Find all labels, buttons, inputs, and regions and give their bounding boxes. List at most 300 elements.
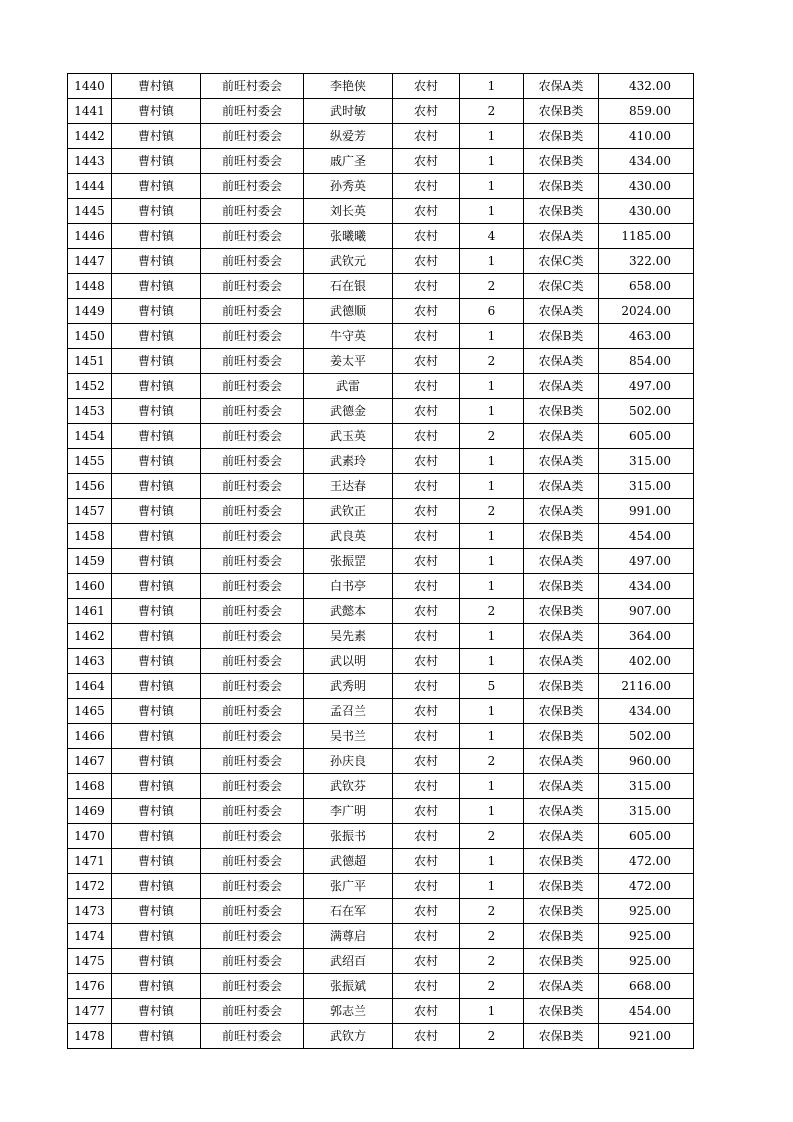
cell-village-committee: 前旺村委会 [201,199,304,224]
cell-town: 曹村镇 [112,774,201,799]
cell-household-count: 1 [460,724,524,749]
cell-town: 曹村镇 [112,724,201,749]
cell-amount: 502.00 [599,724,694,749]
cell-insurance-category: 农保B类 [524,524,599,549]
cell-household-count: 1 [460,449,524,474]
cell-person-name: 张振斌 [304,974,393,999]
cell-person-name: 武绍百 [304,949,393,974]
table-row [68,599,694,624]
cell-insurance-category: 农保A类 [524,824,599,849]
cell-row-number: 1452 [68,374,112,399]
cell-row-number: 1449 [68,299,112,324]
cell-row-number: 1467 [68,749,112,774]
cell-amount: 925.00 [599,924,694,949]
cell-insurance-category: 农保B类 [524,724,599,749]
table-row [68,824,694,849]
cell-row-number: 1443 [68,149,112,174]
table-row [68,1024,694,1049]
cell-person-name: 武钦方 [304,1024,393,1049]
cell-row-number: 1472 [68,874,112,899]
table-row [68,249,694,274]
table-row [68,274,694,299]
cell-town: 曹村镇 [112,349,201,374]
cell-village-committee: 前旺村委会 [201,899,304,924]
cell-person-name: 张振罡 [304,549,393,574]
cell-village-committee: 前旺村委会 [201,399,304,424]
cell-area-type: 农村 [393,699,460,724]
table-row [68,774,694,799]
cell-amount: 658.00 [599,274,694,299]
cell-person-name: 孙秀英 [304,174,393,199]
cell-town: 曹村镇 [112,224,201,249]
cell-amount: 454.00 [599,524,694,549]
cell-village-committee: 前旺村委会 [201,549,304,574]
cell-town: 曹村镇 [112,599,201,624]
cell-village-committee: 前旺村委会 [201,824,304,849]
cell-town: 曹村镇 [112,374,201,399]
cell-person-name: 纵爱芳 [304,124,393,149]
cell-person-name: 孙庆良 [304,749,393,774]
cell-row-number: 1458 [68,524,112,549]
cell-village-committee: 前旺村委会 [201,924,304,949]
cell-insurance-category: 农保B类 [524,924,599,949]
cell-row-number: 1478 [68,1024,112,1049]
cell-area-type: 农村 [393,174,460,199]
cell-area-type: 农村 [393,824,460,849]
cell-row-number: 1441 [68,99,112,124]
cell-area-type: 农村 [393,224,460,249]
cell-household-count: 2 [460,949,524,974]
cell-row-number: 1454 [68,424,112,449]
cell-household-count: 1 [460,774,524,799]
cell-village-committee: 前旺村委会 [201,324,304,349]
cell-insurance-category: 农保A类 [524,549,599,574]
cell-town: 曹村镇 [112,949,201,974]
table-row [68,174,694,199]
cell-row-number: 1453 [68,399,112,424]
cell-village-committee: 前旺村委会 [201,299,304,324]
cell-insurance-category: 农保B类 [524,124,599,149]
cell-amount: 960.00 [599,749,694,774]
cell-village-committee: 前旺村委会 [201,474,304,499]
cell-area-type: 农村 [393,374,460,399]
cell-village-committee: 前旺村委会 [201,699,304,724]
cell-town: 曹村镇 [112,799,201,824]
table-row [68,574,694,599]
cell-area-type: 农村 [393,924,460,949]
benefit-table [67,73,694,1049]
table-row [68,474,694,499]
cell-person-name: 武良英 [304,524,393,549]
cell-amount: 907.00 [599,599,694,624]
cell-insurance-category: 农保A类 [524,649,599,674]
cell-insurance-category: 农保B类 [524,874,599,899]
table-row [68,624,694,649]
cell-village-committee: 前旺村委会 [201,424,304,449]
cell-insurance-category: 农保A类 [524,799,599,824]
cell-household-count: 1 [460,249,524,274]
cell-amount: 434.00 [599,149,694,174]
cell-household-count: 1 [460,699,524,724]
cell-insurance-category: 农保A类 [524,449,599,474]
cell-person-name: 武钦芬 [304,774,393,799]
cell-town: 曹村镇 [112,474,201,499]
cell-area-type: 农村 [393,349,460,374]
cell-area-type: 农村 [393,99,460,124]
cell-row-number: 1456 [68,474,112,499]
cell-village-committee: 前旺村委会 [201,849,304,874]
cell-household-count: 2 [460,599,524,624]
cell-household-count: 1 [460,999,524,1024]
cell-person-name: 刘长英 [304,199,393,224]
cell-insurance-category: 农保A类 [524,349,599,374]
cell-area-type: 农村 [393,274,460,299]
cell-amount: 502.00 [599,399,694,424]
cell-household-count: 5 [460,674,524,699]
cell-row-number: 1442 [68,124,112,149]
cell-insurance-category: 农保A类 [524,499,599,524]
cell-town: 曹村镇 [112,174,201,199]
cell-area-type: 农村 [393,774,460,799]
cell-town: 曹村镇 [112,124,201,149]
cell-person-name: 武钦正 [304,499,393,524]
cell-household-count: 2 [460,924,524,949]
cell-town: 曹村镇 [112,1024,201,1049]
table-row [68,299,694,324]
cell-insurance-category: 农保A类 [524,424,599,449]
table-row [68,399,694,424]
cell-person-name: 武德超 [304,849,393,874]
cell-town: 曹村镇 [112,449,201,474]
cell-area-type: 农村 [393,749,460,774]
cell-area-type: 农村 [393,299,460,324]
cell-insurance-category: 农保B类 [524,999,599,1024]
cell-row-number: 1461 [68,599,112,624]
cell-town: 曹村镇 [112,924,201,949]
table-row [68,899,694,924]
cell-person-name: 李艳侠 [304,74,393,99]
cell-area-type: 农村 [393,474,460,499]
table-row [68,99,694,124]
cell-area-type: 农村 [393,624,460,649]
cell-person-name: 孟召兰 [304,699,393,724]
cell-row-number: 1451 [68,349,112,374]
cell-row-number: 1469 [68,799,112,824]
cell-village-committee: 前旺村委会 [201,274,304,299]
cell-row-number: 1464 [68,674,112,699]
table-row [68,799,694,824]
cell-row-number: 1446 [68,224,112,249]
cell-village-committee: 前旺村委会 [201,99,304,124]
cell-person-name: 吴先素 [304,624,393,649]
cell-amount: 472.00 [599,874,694,899]
cell-insurance-category: 农保A类 [524,474,599,499]
cell-amount: 925.00 [599,899,694,924]
cell-insurance-category: 农保A类 [524,974,599,999]
cell-person-name: 武以明 [304,649,393,674]
cell-insurance-category: 农保A类 [524,74,599,99]
cell-insurance-category: 农保B类 [524,1024,599,1049]
cell-household-count: 1 [460,624,524,649]
table-row [68,724,694,749]
cell-area-type: 农村 [393,74,460,99]
cell-person-name: 张振书 [304,824,393,849]
cell-amount: 315.00 [599,774,694,799]
cell-person-name: 郭志兰 [304,999,393,1024]
table-row [68,374,694,399]
cell-amount: 472.00 [599,849,694,874]
cell-insurance-category: 农保C类 [524,274,599,299]
cell-village-committee: 前旺村委会 [201,799,304,824]
cell-person-name: 吴书兰 [304,724,393,749]
cell-town: 曹村镇 [112,824,201,849]
cell-area-type: 农村 [393,724,460,749]
cell-amount: 859.00 [599,99,694,124]
cell-amount: 364.00 [599,624,694,649]
cell-amount: 430.00 [599,199,694,224]
cell-village-committee: 前旺村委会 [201,624,304,649]
cell-insurance-category: 农保B类 [524,324,599,349]
cell-person-name: 姜太平 [304,349,393,374]
cell-town: 曹村镇 [112,274,201,299]
cell-area-type: 农村 [393,199,460,224]
cell-amount: 322.00 [599,249,694,274]
cell-row-number: 1476 [68,974,112,999]
cell-person-name: 戚广圣 [304,149,393,174]
cell-area-type: 农村 [393,599,460,624]
cell-row-number: 1440 [68,74,112,99]
cell-person-name: 武德金 [304,399,393,424]
cell-village-committee: 前旺村委会 [201,999,304,1024]
cell-amount: 434.00 [599,699,694,724]
cell-household-count: 2 [460,824,524,849]
cell-amount: 605.00 [599,424,694,449]
cell-household-count: 6 [460,299,524,324]
cell-amount: 605.00 [599,824,694,849]
cell-amount: 854.00 [599,349,694,374]
table-row [68,199,694,224]
cell-household-count: 1 [460,649,524,674]
cell-insurance-category: 农保A类 [524,299,599,324]
cell-person-name: 石在银 [304,274,393,299]
cell-household-count: 2 [460,349,524,374]
table-row [68,449,694,474]
table-row [68,224,694,249]
cell-amount: 497.00 [599,374,694,399]
cell-town: 曹村镇 [112,649,201,674]
cell-town: 曹村镇 [112,574,201,599]
cell-town: 曹村镇 [112,199,201,224]
cell-insurance-category: 农保B类 [524,949,599,974]
cell-row-number: 1445 [68,199,112,224]
cell-insurance-category: 农保B类 [524,899,599,924]
cell-village-committee: 前旺村委会 [201,649,304,674]
cell-row-number: 1470 [68,824,112,849]
cell-household-count: 2 [460,974,524,999]
cell-row-number: 1474 [68,924,112,949]
table-body [68,74,694,1049]
cell-insurance-category: 农保B类 [524,599,599,624]
cell-amount: 2116.00 [599,674,694,699]
cell-household-count: 1 [460,399,524,424]
table-row [68,349,694,374]
table-row [68,674,694,699]
cell-amount: 1185.00 [599,224,694,249]
cell-town: 曹村镇 [112,524,201,549]
table-row [68,124,694,149]
cell-area-type: 农村 [393,974,460,999]
cell-area-type: 农村 [393,524,460,549]
cell-person-name: 王达春 [304,474,393,499]
cell-insurance-category: 农保C类 [524,249,599,274]
cell-town: 曹村镇 [112,399,201,424]
cell-household-count: 1 [460,849,524,874]
cell-row-number: 1448 [68,274,112,299]
cell-village-committee: 前旺村委会 [201,1024,304,1049]
cell-area-type: 农村 [393,674,460,699]
cell-area-type: 农村 [393,549,460,574]
cell-village-committee: 前旺村委会 [201,224,304,249]
cell-town: 曹村镇 [112,999,201,1024]
table-row [68,974,694,999]
cell-row-number: 1459 [68,549,112,574]
cell-person-name: 武钦元 [304,249,393,274]
cell-person-name: 武德顺 [304,299,393,324]
cell-village-committee: 前旺村委会 [201,74,304,99]
cell-household-count: 2 [460,99,524,124]
cell-town: 曹村镇 [112,699,201,724]
cell-town: 曹村镇 [112,674,201,699]
cell-row-number: 1466 [68,724,112,749]
cell-town: 曹村镇 [112,324,201,349]
cell-person-name: 武秀明 [304,674,393,699]
cell-village-committee: 前旺村委会 [201,674,304,699]
cell-insurance-category: 农保B类 [524,399,599,424]
cell-area-type: 农村 [393,149,460,174]
cell-row-number: 1468 [68,774,112,799]
table-row [68,549,694,574]
cell-household-count: 2 [460,1024,524,1049]
cell-amount: 2024.00 [599,299,694,324]
cell-town: 曹村镇 [112,549,201,574]
cell-town: 曹村镇 [112,849,201,874]
cell-insurance-category: 农保B类 [524,99,599,124]
cell-row-number: 1444 [68,174,112,199]
cell-household-count: 1 [460,799,524,824]
cell-town: 曹村镇 [112,624,201,649]
cell-row-number: 1455 [68,449,112,474]
cell-village-committee: 前旺村委会 [201,449,304,474]
cell-town: 曹村镇 [112,299,201,324]
cell-household-count: 1 [460,74,524,99]
cell-person-name: 张广平 [304,874,393,899]
cell-town: 曹村镇 [112,249,201,274]
table-row [68,324,694,349]
cell-town: 曹村镇 [112,499,201,524]
cell-amount: 402.00 [599,649,694,674]
cell-household-count: 1 [460,174,524,199]
cell-household-count: 1 [460,874,524,899]
cell-amount: 432.00 [599,74,694,99]
cell-amount: 434.00 [599,574,694,599]
cell-insurance-category: 农保B类 [524,849,599,874]
cell-village-committee: 前旺村委会 [201,249,304,274]
cell-amount: 991.00 [599,499,694,524]
cell-person-name: 李广明 [304,799,393,824]
cell-village-committee: 前旺村委会 [201,499,304,524]
cell-village-committee: 前旺村委会 [201,374,304,399]
cell-town: 曹村镇 [112,99,201,124]
cell-village-committee: 前旺村委会 [201,349,304,374]
cell-amount: 454.00 [599,999,694,1024]
cell-amount: 463.00 [599,324,694,349]
cell-household-count: 1 [460,524,524,549]
cell-area-type: 农村 [393,449,460,474]
cell-area-type: 农村 [393,899,460,924]
cell-amount: 315.00 [599,799,694,824]
cell-amount: 315.00 [599,449,694,474]
cell-insurance-category: 农保B类 [524,174,599,199]
cell-person-name: 武素玲 [304,449,393,474]
cell-row-number: 1465 [68,699,112,724]
cell-town: 曹村镇 [112,974,201,999]
table-row [68,499,694,524]
table-row [68,424,694,449]
cell-town: 曹村镇 [112,899,201,924]
cell-area-type: 农村 [393,424,460,449]
cell-town: 曹村镇 [112,149,201,174]
cell-area-type: 农村 [393,249,460,274]
table-row [68,924,694,949]
cell-row-number: 1463 [68,649,112,674]
cell-insurance-category: 农保A类 [524,774,599,799]
cell-amount: 925.00 [599,949,694,974]
cell-row-number: 1477 [68,999,112,1024]
cell-area-type: 农村 [393,649,460,674]
cell-amount: 668.00 [599,974,694,999]
table-row [68,999,694,1024]
cell-insurance-category: 农保A类 [524,374,599,399]
cell-area-type: 农村 [393,324,460,349]
cell-village-committee: 前旺村委会 [201,949,304,974]
cell-row-number: 1471 [68,849,112,874]
cell-row-number: 1462 [68,624,112,649]
cell-row-number: 1447 [68,249,112,274]
cell-person-name: 牛守英 [304,324,393,349]
cell-household-count: 2 [460,424,524,449]
cell-insurance-category: 农保B类 [524,574,599,599]
cell-household-count: 2 [460,499,524,524]
cell-person-name: 武懿本 [304,599,393,624]
cell-area-type: 农村 [393,574,460,599]
cell-village-committee: 前旺村委会 [201,124,304,149]
cell-household-count: 1 [460,124,524,149]
cell-household-count: 1 [460,549,524,574]
cell-insurance-category: 农保B类 [524,699,599,724]
table-row [68,849,694,874]
cell-household-count: 1 [460,474,524,499]
cell-row-number: 1475 [68,949,112,974]
cell-town: 曹村镇 [112,424,201,449]
cell-town: 曹村镇 [112,74,201,99]
cell-town: 曹村镇 [112,874,201,899]
table-row [68,74,694,99]
table-row [68,949,694,974]
cell-household-count: 2 [460,899,524,924]
cell-insurance-category: 农保B类 [524,674,599,699]
cell-village-committee: 前旺村委会 [201,574,304,599]
cell-row-number: 1473 [68,899,112,924]
